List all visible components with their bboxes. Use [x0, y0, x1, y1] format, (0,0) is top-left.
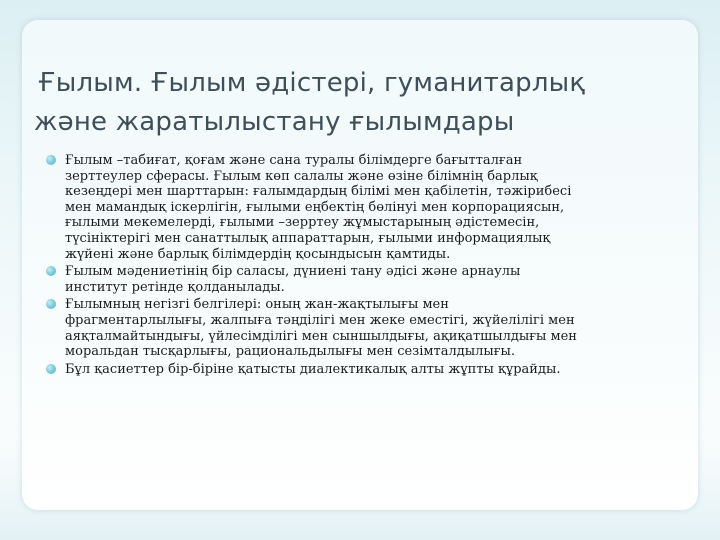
bullet-dot-icon [46, 266, 56, 276]
bullet-line: Ғылымның негізгі белгілері: оның жан-жақтылығы мен [65, 297, 449, 313]
bullet-dot-icon [46, 299, 56, 309]
bullet-text [65, 362, 686, 378]
bullet-dot-icon [46, 364, 56, 374]
bullet-line: жүйені және барлық білімдердің қосындысын қамтиды. [65, 246, 451, 262]
bullet-line: моральдан тысқарлығы, рациональдылығы мен сезімталдылығы. [65, 344, 515, 360]
bullet-line: фрагментарлылығы, жалпыға тәңділігі мен жеке еместігі, жүйелілігі мен [65, 312, 575, 328]
bullet-text [65, 264, 686, 295]
bullet-text [65, 297, 686, 359]
bullet-item [46, 297, 686, 359]
slide-title-line: және жаратылыстану ғылымдары [34, 107, 515, 137]
bullet-line: зерттеулер сферасы. Ғылым көп салалы және өзіне білімнің барлық [65, 168, 538, 184]
bullet-line: институт ретінде қолданылады. [65, 279, 285, 295]
bullet-line: аяқталмайтындығы, үйлесімділігі мен сыншылдығы, ақиқатшылдығы мен [65, 328, 577, 344]
bullet-dot-icon [46, 155, 56, 165]
bullet-line: Бұл қасиеттер бір-біріне қатысты диалектикалық алты жұпты құрайды. [65, 361, 561, 377]
bullet-item [46, 264, 686, 295]
slide-title [34, 64, 694, 142]
bullet-line: Ғылым –табиғат, қоғам және сана туралы білімдерге бағытталған [65, 153, 523, 168]
bullet-line: ғылыми мекемелерді, ғылыми –зерртеу жұмыстарының әдістемесін, [65, 215, 540, 231]
bullet-line: түсініктерігі мен санаттылық аппараттарын, ғылыми информациялық [65, 230, 551, 246]
bullet-item [46, 153, 686, 262]
slide-title-line: Ғылым. Ғылым әдістері, гуманитарлық [38, 68, 586, 98]
bullet-line: Ғылым мәдениетінің бір саласы, дүниені тану әдісі және арнаулы [65, 264, 521, 280]
bullet-item [46, 362, 686, 378]
bullet-text [65, 153, 686, 262]
bullet-list [46, 153, 686, 379]
bullet-line: мен мамандық іскерлігін, ғылыми еңбектің бөлінуі мен корпорациясын, [65, 199, 565, 215]
bullet-line: кезеңдері мен шарттарын: ғалымдардың білімі мен қабілетін, тәжірибесі [65, 184, 572, 200]
